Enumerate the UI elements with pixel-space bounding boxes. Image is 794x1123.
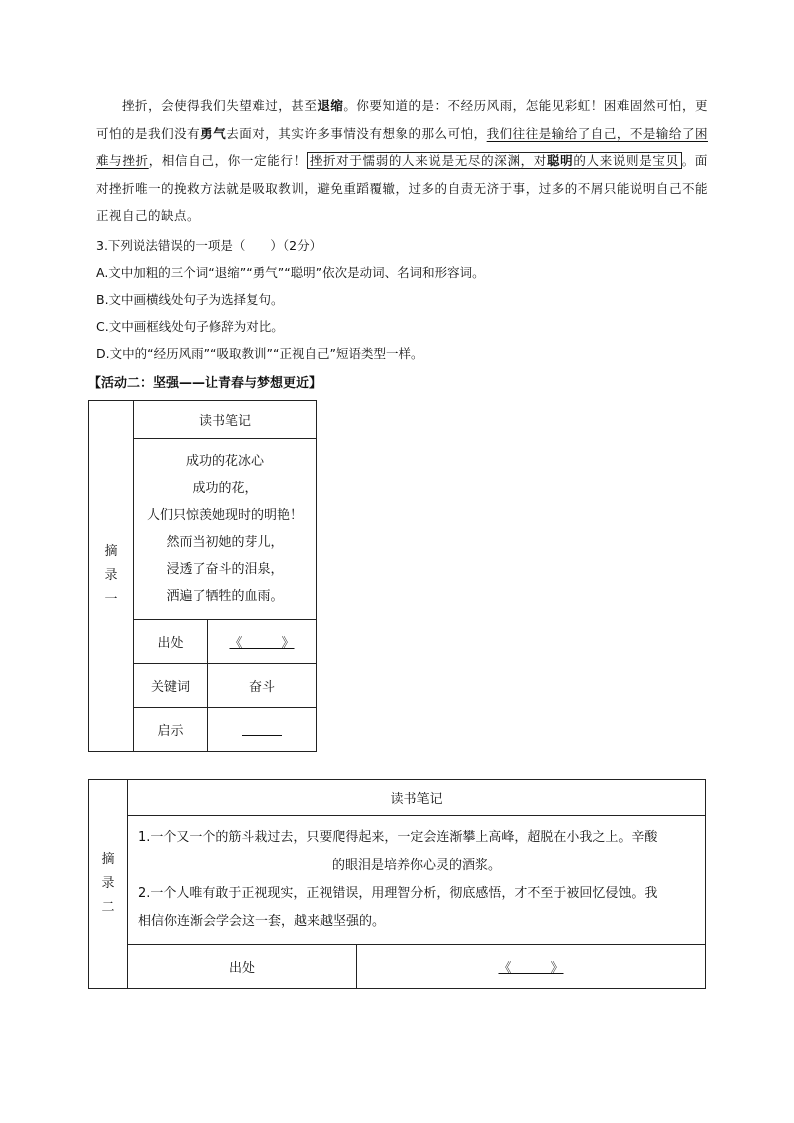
underlined-sentence: 我们往往是输给了自己，不是输给了困难与挫折 bbox=[96, 125, 708, 168]
keyword-value: 奋斗 bbox=[208, 664, 317, 708]
row-label: 启示 bbox=[134, 708, 208, 752]
poem-cell: 成功的花冰心 成功的花， 人们只惊羡她现时的明艳！ 然而当初她的芽儿， 浸透了奋斗的泪泉， 洒遍了牺牲的血雨。 bbox=[134, 439, 317, 620]
reading-notes-table-1 bbox=[88, 400, 317, 752]
option-a: A.文中加粗的三个词“退缩”“勇气”“聪明”依次是动词、名词和形容词。 bbox=[96, 265, 485, 280]
insight-blank bbox=[208, 708, 317, 752]
passage-text: ，相信自己，你一定能行！ bbox=[148, 153, 307, 168]
question-stem: 3.下列说法错误的一项是（ ）（2分） bbox=[96, 238, 323, 253]
passage-text: 挫折，会使得我们失望难过，甚至 bbox=[122, 98, 318, 113]
passage-text: 去面对，其实许多事情没有想象的那么可怕， bbox=[226, 125, 487, 141]
excerpt-item-1: 1.一个又一个的筋斗栽过去，只要爬得起来，一定会连渐攀上高峰，超脱在小我之上。辛酸 bbox=[138, 830, 658, 845]
boxed-sentence: 挫折对于懦弱的人来说是无尽的深渊，对聪明的人来说则是宝贝 bbox=[307, 152, 682, 169]
row-label: 关键词 bbox=[134, 664, 208, 708]
option-c: C.文中画框线处句子修辞为对比。 bbox=[96, 319, 284, 334]
side-label: 摘录一 bbox=[89, 401, 134, 752]
passage-text: 。你要知道的是：不经历风雨，怎能见彩虹！困难固然可怕，更可怕的是我们没有 bbox=[96, 98, 708, 141]
activity-title: 【活动二：坚强——让青春与梦想更近】 bbox=[88, 376, 323, 391]
bold-word-smart: 聪明 bbox=[546, 153, 574, 168]
bold-word-courage: 勇气 bbox=[200, 125, 227, 141]
excerpt-list: 1.一个又一个的筋斗栽过去，只要爬得起来，一定会连渐攀上高峰，超脱在小我之上。辛酸 的眼泪是培养你心灵的酒浆。 2.一个人唯有敢于正视现实，正视错误，用理智分析，彻底感悟，才不至于被回忆侵蚀。我 相信你连渐会学会这一套，越来越坚强的。 bbox=[128, 816, 706, 945]
source-blank: 《 》 bbox=[208, 620, 317, 664]
reading-notes-table-2 bbox=[88, 779, 706, 989]
option-b: B.文中画横线处句子为选择复句。 bbox=[96, 292, 284, 307]
passage-text: 。面对挫折唯一的挽救方法就是吸取教训，避免重蹈覆辙，过多的自责无济于事，过多的不屑只能说明自己不能正视自己的缺点。 bbox=[96, 153, 708, 223]
row-label: 出处 bbox=[134, 620, 208, 664]
bold-word-retreat: 退缩 bbox=[317, 98, 344, 113]
table-header: 读书笔记 bbox=[128, 780, 706, 816]
reading-passage bbox=[96, 92, 708, 230]
row-label: 出处 bbox=[128, 945, 357, 989]
side-label: 摘录二 bbox=[89, 780, 128, 989]
excerpt-item-2: 2.一个人唯有敢于正视现实，正视错误，用理智分析，彻底感悟，才不至于被回忆侵蚀。我 bbox=[138, 886, 658, 901]
source-blank: 《 》 bbox=[357, 945, 706, 989]
option-d: D.文中的“经历风雨”“吸取教训”“正视自己”短语类型一样。 bbox=[96, 346, 424, 361]
table-header: 读书笔记 bbox=[134, 401, 317, 439]
